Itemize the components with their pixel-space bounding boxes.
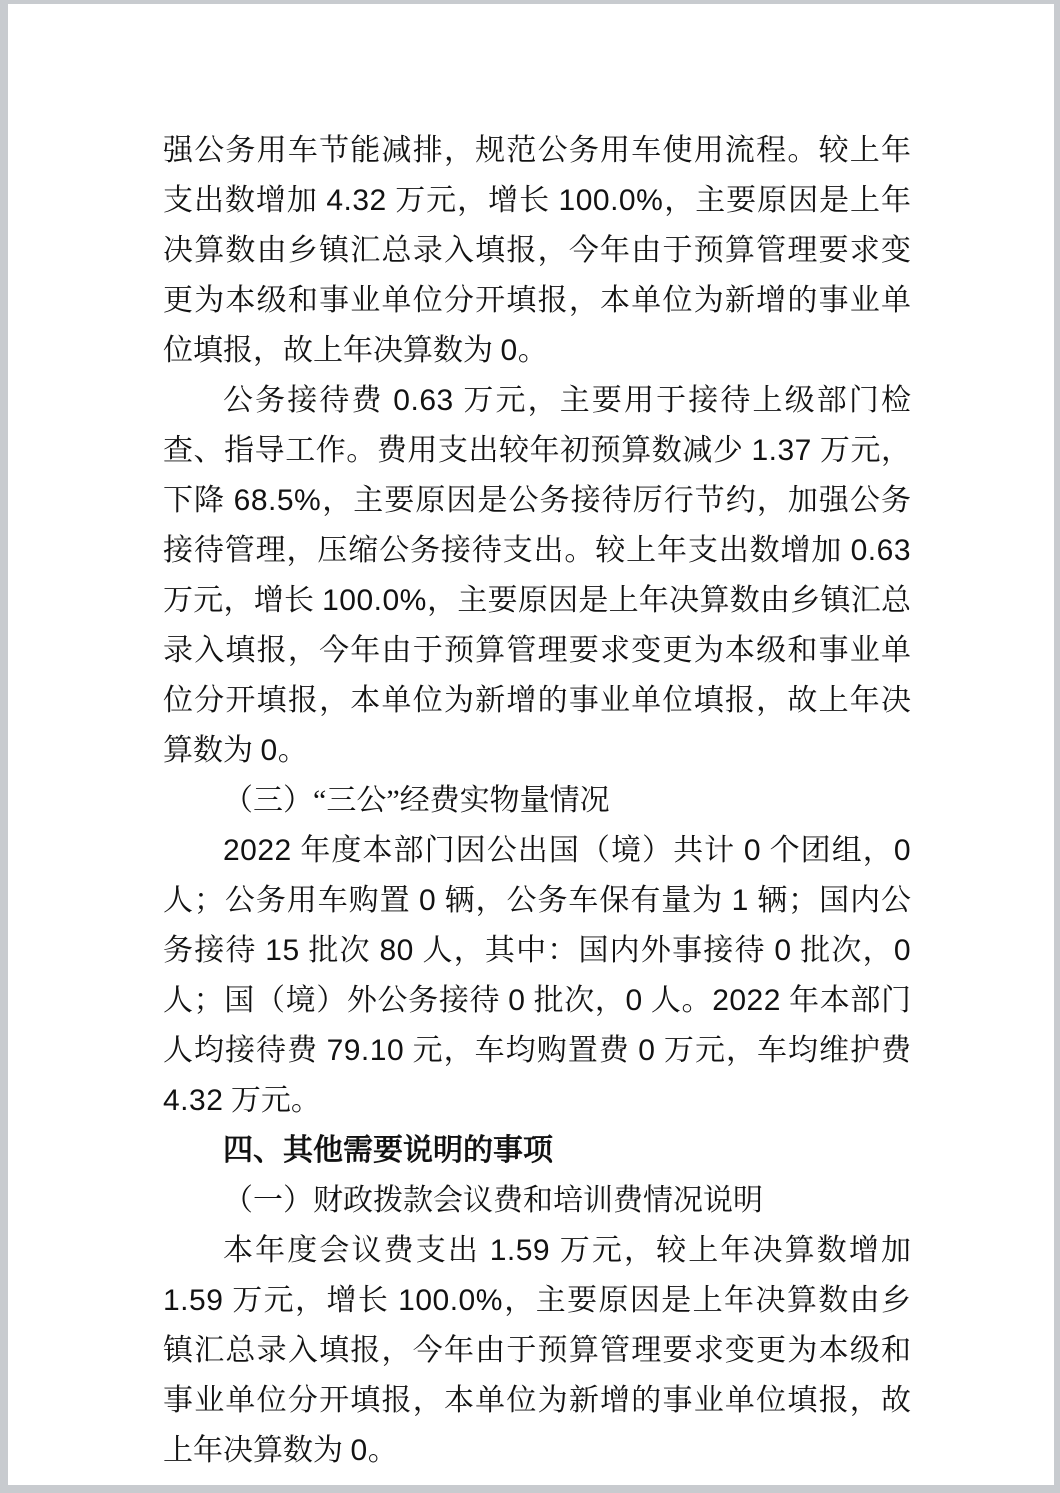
text-run: 万元，增长 xyxy=(223,1284,399,1317)
paragraph-meeting-fee xyxy=(163,1226,911,1476)
heading-section-four: 四、其他需要说明的事项 xyxy=(223,1134,553,1167)
heading-section-three: （三）“三公”经费实物量情况 xyxy=(223,784,610,817)
paragraph-physical-quantity xyxy=(163,826,911,1126)
numeric-value: 4.32 xyxy=(326,184,387,217)
numeric-value: 0 xyxy=(638,1034,656,1067)
document-page xyxy=(8,4,1054,1485)
numeric-value: 0 xyxy=(508,984,526,1017)
numeric-value: 80 xyxy=(379,934,414,967)
numeric-value: 100.0% xyxy=(398,1284,503,1317)
numeric-value: 15 xyxy=(265,934,300,967)
text-run: 万元。 xyxy=(223,1084,321,1117)
numeric-value: 0 xyxy=(625,984,643,1017)
text-run: 人，其中：国内外事接待 xyxy=(413,934,775,967)
text-run: 辆；国内公务接待 xyxy=(163,884,912,967)
numeric-value: 0 xyxy=(774,934,792,967)
numeric-value: 1.59 xyxy=(163,1284,224,1317)
text-run: 个团组， xyxy=(761,834,894,867)
numeric-value: 68.5% xyxy=(233,484,322,517)
text-run: ，主要原因是上年决算数由乡镇汇总录入填报，今年由于预算管理要求变更为本级和事业单位分开填报，本单位为新增的事业单位填报，故上年决算数为 xyxy=(163,584,912,767)
text-run: 公务接待费 xyxy=(223,384,394,417)
numeric-value: 0 xyxy=(500,334,518,367)
numeric-value: 0 xyxy=(743,834,761,867)
text-run: 年本部门人均接待费 xyxy=(163,984,912,1067)
numeric-value: 0.63 xyxy=(850,534,911,567)
numeric-value: 1.59 xyxy=(489,1234,551,1267)
numeric-value: 0.63 xyxy=(393,384,454,417)
numeric-value: 2022 xyxy=(223,834,292,867)
text-run: 批次， xyxy=(791,934,894,967)
text-run: ，主要原因是上年决算数由乡镇汇总录入填报，今年由于预算管理要求变更为本级和事业单位分开填报，本单位为新增的事业单位填报，故上年决算数为 xyxy=(163,184,912,367)
text-run: 年度本部门因公出国（境）共计 xyxy=(291,834,744,867)
paragraph-official-reception-expense xyxy=(163,376,911,776)
text-run: 人；国（境）外公务接待 xyxy=(163,984,509,1017)
text-run: 万元，较上年决算数增加 xyxy=(550,1234,912,1267)
numeric-value: 0 xyxy=(350,1434,368,1467)
text-run: 万元，增长 xyxy=(163,584,323,617)
text-run: 辆，公务车保有量为 xyxy=(436,884,732,917)
numeric-value: 0 xyxy=(893,934,912,967)
numeric-value: 0 xyxy=(260,734,278,767)
text-run: 强公务用车节能减排，规范公务用车使用流程。较上年支出数增加 xyxy=(163,134,911,217)
text-run: 人。 xyxy=(642,984,713,1017)
text-run: 万元，下降 xyxy=(163,434,912,517)
text-run: 批次 xyxy=(299,934,380,967)
text-run: 万元，增长 xyxy=(386,184,559,217)
text-run: 元，车均购置费 xyxy=(404,1034,639,1067)
document-body xyxy=(163,126,911,1476)
numeric-value: 1.37 xyxy=(751,434,812,467)
paragraph-vehicle-expense-continued xyxy=(163,126,911,376)
text-run: ，主要原因是上年决算数由乡镇汇总录入填报，今年由于预算管理要求变更为本级和事业单位分开填报，本单位为新增的事业单位填报，故上年决算数为 xyxy=(163,1284,912,1467)
text-run: 人；公务用车购置 xyxy=(163,884,420,917)
numeric-value: 2022 xyxy=(712,984,781,1017)
numeric-value: 1 xyxy=(731,884,749,917)
numeric-value: 100.0% xyxy=(322,584,427,617)
text-run: 批次， xyxy=(525,984,626,1017)
numeric-value: 100.0% xyxy=(558,184,664,217)
numeric-value: 0 xyxy=(893,834,912,867)
text-run: 万元，车均维护费 xyxy=(655,1034,912,1067)
text-run: 。 xyxy=(517,334,548,367)
text-run: ，主要原因是公务接待厉行节约，加强公务接待管理，压缩公务接待支出。较上年支出数增加 xyxy=(163,484,912,567)
numeric-value: 79.10 xyxy=(326,1034,405,1067)
text-run: 。 xyxy=(367,1434,398,1467)
text-run: 本年度会议费支出 xyxy=(223,1234,490,1267)
heading-section-four-one: （一）财政拨款会议费和培训费情况说明 xyxy=(223,1184,763,1217)
numeric-value: 0 xyxy=(419,884,437,917)
text-run: 。 xyxy=(277,734,308,767)
text-run: 万元，主要用于接待上级部门检查、指导工作。费用支出较年初预算数减少 xyxy=(163,384,912,467)
numeric-value: 4.32 xyxy=(163,1084,224,1117)
